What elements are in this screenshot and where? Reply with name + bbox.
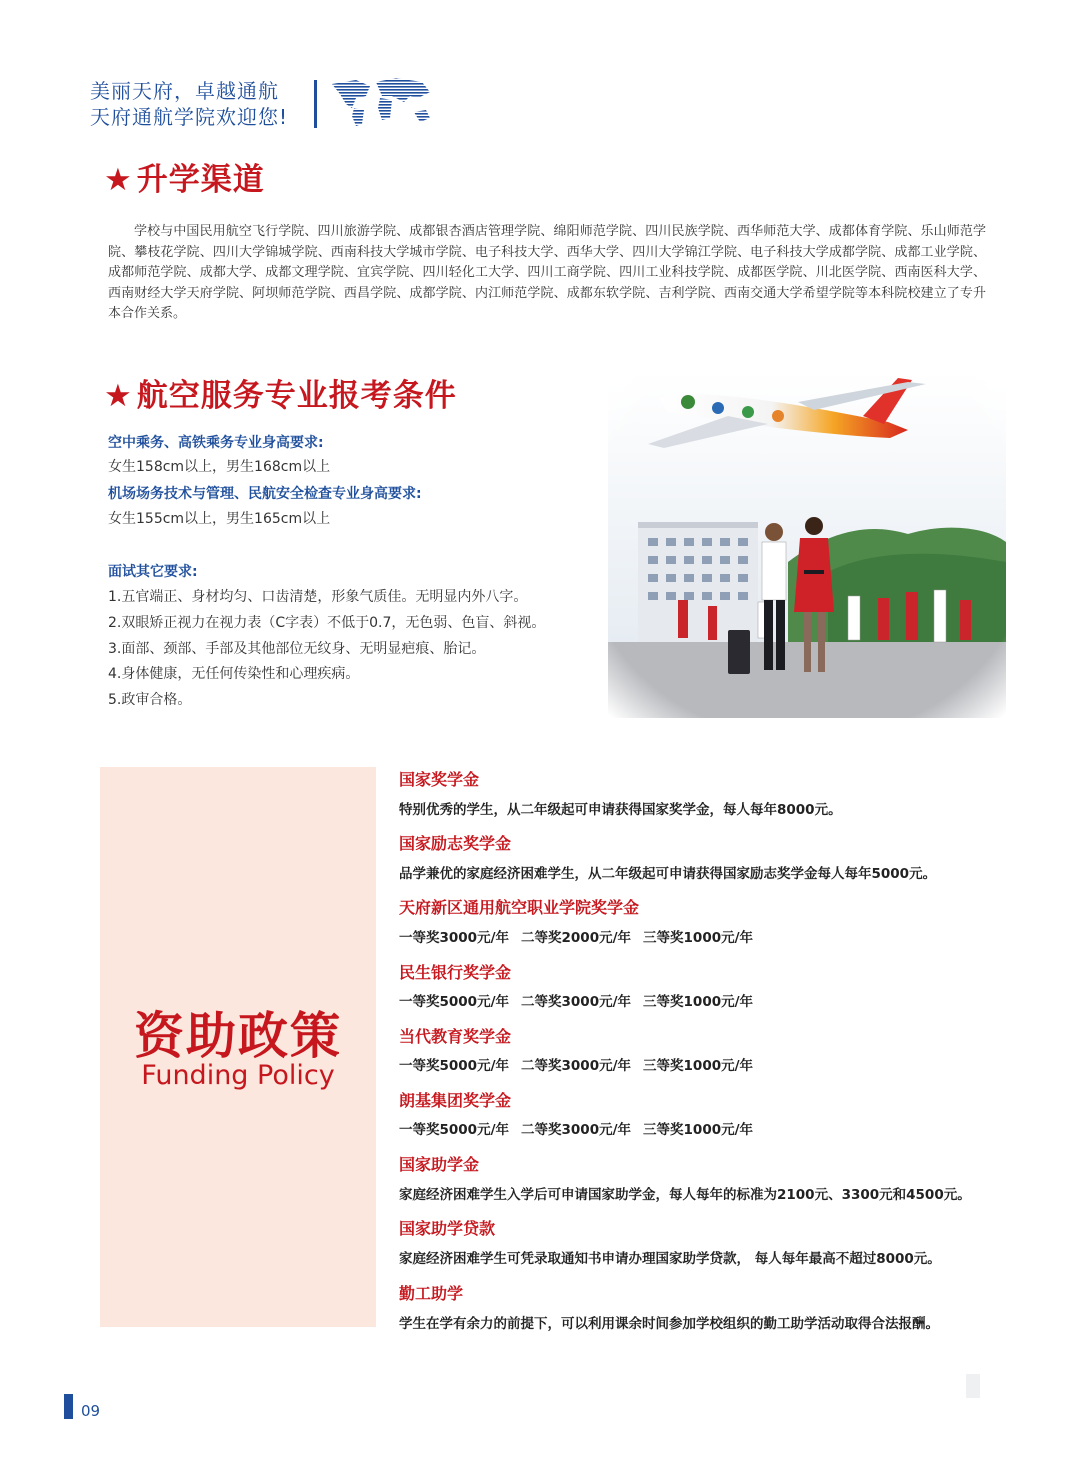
tier-third: 三等奖1000元/年 [643, 1122, 754, 1138]
tier-first: 一等奖5000元/年 [399, 994, 510, 1010]
fund-title: 国家奖学金 [399, 770, 480, 789]
fund-title: 国家助学金 [399, 1155, 480, 1174]
tier-third: 三等奖1000元/年 [643, 930, 754, 946]
height-line-airport: 女生155cm以上，男生165cm以上 [108, 511, 331, 527]
tier-first: 一等奖3000元/年 [399, 930, 510, 946]
channel-paragraph: 学校与中国民用航空飞行学院、四川旅游学院、成都银杏酒店管理学院、绵阳师范学院、四川民族学院、西华师范大学、成都体育学院、乐山师范学院、攀枝花学院、四川大学锦城学院、西南科技大学城市学院、电子科技大学、西华大学、四川大学锦江学院、电子科技大学成都学院、成都工业学院、成都师范学院、成都大学、成都文理学院、宜宾学院、四川轻化工大学、四川工商学院、四川工业科技学院、成都医学院、川北医学院、西南医科大学、西南财经大学天府学院、阿坝师范学院、西昌学院、成都学院、内江师范学院、成都东软学院、吉利学院、西南交通大学希望学院等本科院校建立了专升本合作关系。 [108, 224, 986, 321]
funding-title-cn: 资助政策 [134, 1006, 342, 1065]
star-icon: ★ [104, 378, 133, 414]
fund-title: 国家励志奖学金 [399, 834, 512, 853]
height-line-cabin: 女生158cm以上，男生168cm以上 [108, 459, 331, 475]
fund-tiers [399, 1054, 765, 1074]
fund-title: 天府新区通用航空职业学院奖学金 [399, 898, 640, 917]
section-title-text: 升学渠道 [136, 162, 265, 198]
list-item: 2.双眼矫正视力在视力表（C字表）不低于0.7，无色弱、色盲、斜视。 [108, 614, 546, 631]
fund-desc: 家庭经济困难学生可凭录取通知书申请办理国家助学贷款， 每人每年最高不超过8000元。 [399, 1251, 941, 1267]
tier-second: 二等奖3000元/年 [521, 994, 632, 1010]
fund-title: 当代教育奖学金 [399, 1027, 512, 1046]
page-number-bar [64, 1394, 73, 1419]
fund-desc: 学生在学有余力的前提下，可以利用课余时间参加学校组织的勤工助学活动取得合法报酬。 [399, 1316, 939, 1332]
fund-desc: 品学兼优的家庭经济困难学生，从二年级起可申请获得国家励志奖学金每人每年5000元。 [399, 866, 937, 882]
tier-second: 二等奖2000元/年 [521, 930, 632, 946]
tier-second: 二等奖3000元/年 [521, 1058, 632, 1074]
tier-third: 三等奖1000元/年 [643, 994, 754, 1010]
tier-first: 一等奖5000元/年 [399, 1058, 510, 1074]
corner-mark [966, 1374, 980, 1398]
fund-tiers [399, 990, 765, 1010]
list-item: 4.身体健康，无任何传染性和心理疾病。 [108, 666, 360, 683]
fund-title: 勤工助学 [399, 1284, 464, 1303]
fund-desc: 家庭经济困难学生入学后可申请国家助学金，每人每年的标准为2100元、3300元和4500元。 [399, 1187, 971, 1203]
slogan-line-1: 美丽天府，卓越通航 [90, 79, 279, 103]
height-head-airport: 机场场务技术与管理、民航安全检查专业身高要求: [108, 486, 422, 502]
section-title-requirements [104, 370, 457, 415]
list-item: 1.五官端正、身材均匀、口齿清楚，形象气质佳。无明显内外八字。 [108, 589, 528, 605]
world-map-icon [326, 74, 436, 130]
fund-tiers [399, 1118, 765, 1138]
page-number: 09 [81, 1402, 101, 1420]
tier-second: 二等奖3000元/年 [521, 1122, 632, 1138]
header-slogan [90, 78, 288, 130]
tier-first: 一等奖5000元/年 [399, 1122, 510, 1138]
interview-head: 面试其它要求: [108, 564, 198, 580]
star-icon: ★ [104, 162, 133, 198]
list-item: 3.面部、颈部、手部及其他部位无纹身、无明显疤痕、胎记。 [108, 640, 486, 657]
fund-title: 国家助学贷款 [399, 1219, 496, 1238]
list-item: 5.政审合格。 [108, 692, 192, 709]
section-title-text: 航空服务专业报考条件 [136, 378, 457, 414]
tier-third: 三等奖1000元/年 [643, 1058, 754, 1074]
fund-tiers [399, 926, 765, 946]
funding-title-en: Funding Policy [141, 1060, 335, 1091]
section-title-channel [104, 154, 265, 199]
fund-desc: 特别优秀的学生，从二年级起可申请获得国家奖学金，每人每年8000元。 [399, 802, 842, 818]
height-head-cabin: 空中乘务、高铁乘务专业身高要求: [108, 435, 324, 451]
slogan-line-2: 天府通航学院欢迎您! [90, 105, 289, 129]
interview-list [108, 585, 545, 714]
fund-title: 朗基集团奖学金 [399, 1091, 512, 1110]
fund-title: 民生银行奖学金 [399, 963, 512, 982]
airline-crew-photo [608, 372, 1006, 718]
header-divider [314, 80, 317, 128]
